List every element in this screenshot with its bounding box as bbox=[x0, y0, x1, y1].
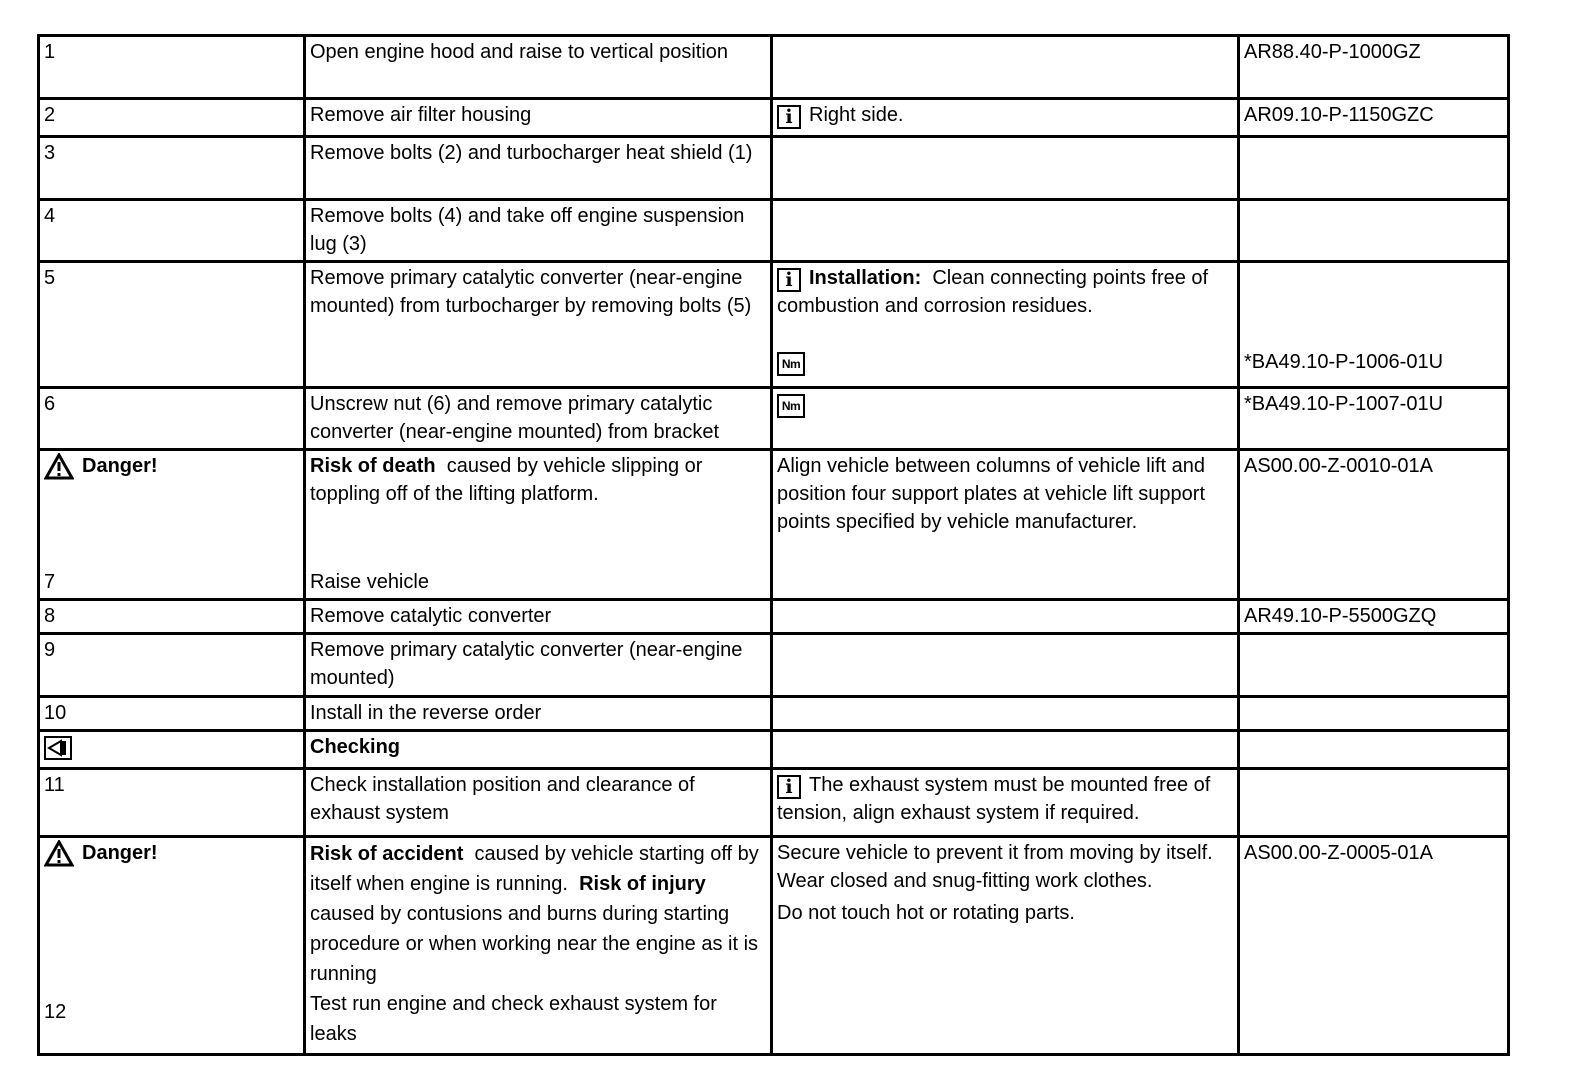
step-number bbox=[39, 731, 305, 769]
step-number-text: 7 bbox=[44, 571, 56, 593]
note-text: Secure vehicle to prevent it from moving by itself. bbox=[777, 842, 1213, 864]
note-text: The exhaust system must be mounted free of tension, align exhaust system if required. bbox=[777, 774, 1211, 824]
warning-triangle-icon bbox=[44, 453, 74, 480]
torque-icon: Nm bbox=[777, 352, 805, 376]
info-icon: i bbox=[777, 775, 801, 799]
step-reference bbox=[1239, 200, 1509, 262]
table-row bbox=[39, 137, 1509, 200]
step-reference bbox=[1239, 697, 1509, 731]
step-reference bbox=[1239, 731, 1509, 769]
table-row bbox=[39, 731, 1509, 769]
step-note bbox=[772, 634, 1239, 697]
step-action bbox=[305, 450, 772, 600]
table-row bbox=[39, 634, 1509, 697]
step-note bbox=[772, 600, 1239, 634]
step-number: 11 bbox=[39, 769, 305, 837]
step-reference: AR88.40-P-1000GZ bbox=[1239, 36, 1509, 99]
step-action: Remove bolts (2) and turbocharger heat shield (1) bbox=[305, 137, 772, 200]
step-action: Remove bolts (4) and take off engine suspension lug (3) bbox=[305, 200, 772, 262]
step-number: 6 bbox=[39, 388, 305, 450]
step-action: Remove catalytic converter bbox=[305, 600, 772, 634]
step-number bbox=[39, 450, 305, 600]
note-text: Wear closed and snug-fitting work clothes. bbox=[777, 870, 1153, 892]
table-row bbox=[39, 200, 1509, 262]
step-note bbox=[772, 262, 1239, 388]
danger-text: Danger! bbox=[82, 842, 158, 864]
step-note bbox=[772, 731, 1239, 769]
table-row bbox=[39, 697, 1509, 731]
step-action: Remove primary catalytic converter (near-engine mounted) bbox=[305, 634, 772, 697]
info-icon: i bbox=[777, 105, 801, 129]
step-note bbox=[772, 200, 1239, 262]
step-note bbox=[772, 697, 1239, 731]
risk-text: caused by vehicle starting off by itself when engine is running. bbox=[310, 843, 759, 895]
step-action: Check installation position and clearance of exhaust system bbox=[305, 769, 772, 837]
step-action: Checking bbox=[305, 731, 772, 769]
danger-text: Danger! bbox=[82, 455, 158, 477]
action-text: Test run engine and check exhaust system for leaks bbox=[310, 993, 717, 1045]
step-number: 5 bbox=[39, 262, 305, 388]
step-number-text: 12 bbox=[44, 1001, 67, 1023]
risk-text: caused by contusions and burns during starting procedure or when working near the engine as it is running bbox=[310, 903, 759, 985]
step-action bbox=[305, 837, 772, 1055]
table-row bbox=[39, 769, 1509, 837]
risk-label: Risk of injury bbox=[579, 873, 706, 895]
step-number: 8 bbox=[39, 600, 305, 634]
step-note bbox=[772, 137, 1239, 200]
action-text: Raise vehicle bbox=[310, 571, 429, 593]
procedure-table bbox=[37, 34, 1510, 1056]
note-text: Clean connecting points free of combustion and corrosion residues. bbox=[777, 267, 1209, 317]
table-row bbox=[39, 837, 1509, 1055]
step-number: 1 bbox=[39, 36, 305, 99]
reference-text: *BA49.10-P-1006-01U bbox=[1244, 351, 1444, 373]
step-note bbox=[772, 769, 1239, 837]
step-action: Install in the reverse order bbox=[305, 697, 772, 731]
step-reference bbox=[1239, 769, 1509, 837]
step-number: 3 bbox=[39, 137, 305, 200]
step-number: 10 bbox=[39, 697, 305, 731]
step-note bbox=[772, 837, 1239, 1055]
step-number: 4 bbox=[39, 200, 305, 262]
danger-label bbox=[44, 452, 298, 480]
step-note bbox=[772, 36, 1239, 99]
risk-text: caused by vehicle slipping or toppling off of the lifting platform. bbox=[310, 455, 703, 505]
step-action: Open engine hood and raise to vertical position bbox=[305, 36, 772, 99]
torque-icon: Nm bbox=[777, 394, 805, 418]
step-reference: AR09.10-P-1150GZC bbox=[1239, 99, 1509, 137]
step-action: Remove air filter housing bbox=[305, 99, 772, 137]
table-row bbox=[39, 36, 1509, 99]
note-label: Installation: bbox=[809, 267, 922, 289]
step-action: Unscrew nut (6) and remove primary catalytic converter (near-engine mounted) from bracket bbox=[305, 388, 772, 450]
info-icon: i bbox=[777, 268, 801, 292]
step-reference bbox=[1239, 634, 1509, 697]
table-row bbox=[39, 262, 1509, 388]
step-reference: AS00.00-Z-0005-01A bbox=[1239, 837, 1509, 1055]
step-reference bbox=[1239, 262, 1509, 388]
step-reference: AS00.00-Z-0010-01A bbox=[1239, 450, 1509, 600]
risk-label: Risk of death bbox=[310, 455, 436, 477]
step-note: Align vehicle between columns of vehicle lift and position four support plates at vehicle lift support points specified by vehicle manufacturer. bbox=[772, 450, 1239, 600]
table-row bbox=[39, 99, 1509, 137]
danger-label bbox=[44, 839, 298, 867]
table-row bbox=[39, 600, 1509, 634]
step-note bbox=[772, 388, 1239, 450]
step-action: Remove primary catalytic converter (near-engine mounted) from turbocharger by removing bolts (5) bbox=[305, 262, 772, 388]
step-reference: AR49.10-P-5500GZQ bbox=[1239, 600, 1509, 634]
step-number: 2 bbox=[39, 99, 305, 137]
risk-label: Risk of accident bbox=[310, 843, 464, 865]
warning-triangle-icon bbox=[44, 840, 74, 867]
note-text: Do not touch hot or rotating parts. bbox=[777, 902, 1075, 924]
step-note bbox=[772, 99, 1239, 137]
step-reference: *BA49.10-P-1007-01U bbox=[1239, 388, 1509, 450]
note-text: Right side. bbox=[809, 104, 904, 126]
table-row bbox=[39, 388, 1509, 450]
step-number bbox=[39, 837, 305, 1055]
table-row bbox=[39, 450, 1509, 600]
checking-icon bbox=[44, 736, 72, 760]
step-reference bbox=[1239, 137, 1509, 200]
step-number: 9 bbox=[39, 634, 305, 697]
